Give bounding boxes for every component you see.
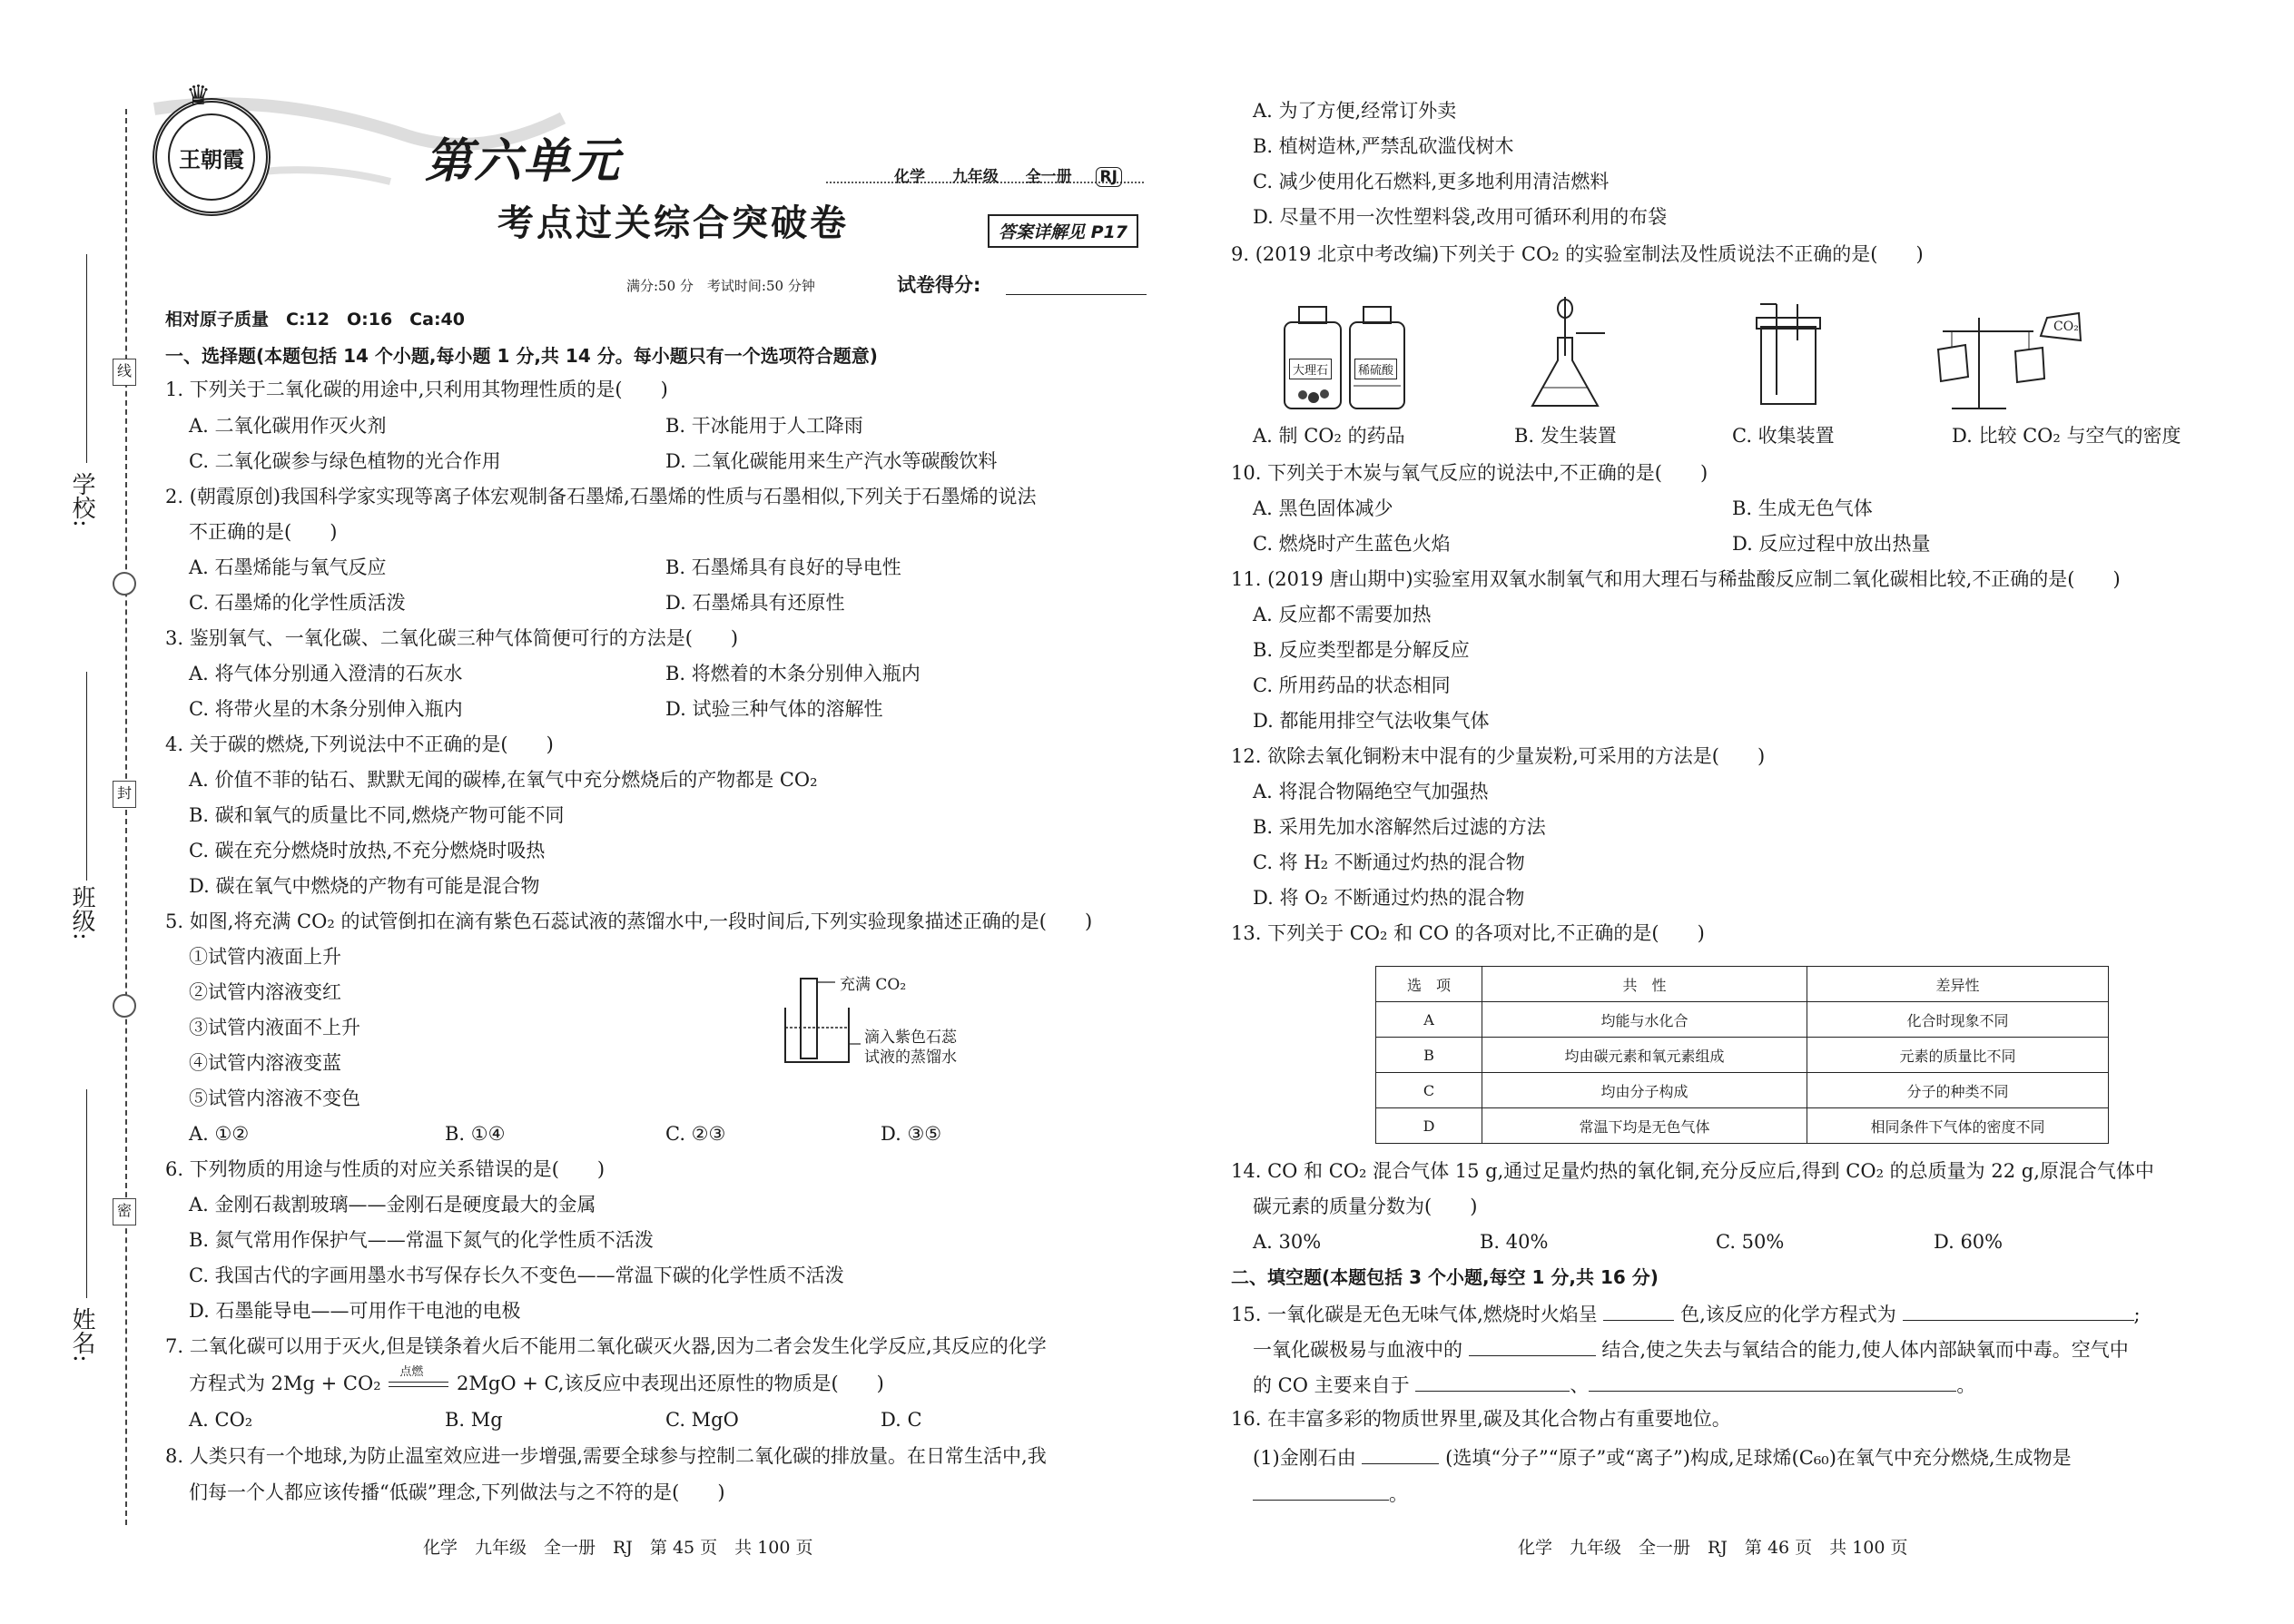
school-blank[interactable] — [86, 254, 87, 463]
table-header-row — [1376, 967, 2109, 1002]
q3-option-d[interactable]: D. 试验三种气体的溶解性 — [665, 698, 883, 720]
q7-equation-left: 方程式为 2Mg + CO₂ — [189, 1373, 381, 1394]
q12-stem: 12. 欲除去氧化铜粉末中混有的少量炭粉,可采用的方法是( ) — [1231, 745, 1766, 767]
q10-stem: 10. 下列关于木炭与氧气反应的说法中,不正确的是( ) — [1231, 462, 1708, 484]
tag-subject: 化学 — [894, 168, 925, 186]
q16-stem: 16. 在丰富多彩的物质世界里,碳及其化合物占有重要地位。 — [1231, 1408, 1731, 1430]
q9-collection-bottle — [1748, 295, 1829, 413]
q3-stem: 3. 鉴别氧气、一氧化碳、二氧化碳三种气体简便可行的方法是( ) — [165, 627, 739, 649]
crown-icon: ♛ — [186, 80, 211, 112]
q5-stem: 5. 如图,将充满 CO₂ 的试管倒扣在滴有紫色石蕊试液的蒸馏水中,一段时间后,下列实验现象描述正确的是( ) — [165, 910, 1093, 932]
q15-text-3b: 、 — [1570, 1374, 1590, 1396]
q9-option-b[interactable]: B. 发生装置 — [1514, 425, 1617, 447]
table-cell: 分子的种类不同 — [1807, 1073, 2109, 1108]
q15-blank-source-1[interactable] — [1415, 1371, 1570, 1392]
answer-ref-box: 答案详解见 P17 — [988, 214, 1138, 248]
q11-option-d[interactable]: D. 都能用排空气法收集气体 — [1253, 710, 1490, 732]
q3-option-b[interactable]: B. 将燃着的木条分别伸入瓶内 — [665, 663, 921, 684]
unit-title: 第六单元 — [425, 134, 622, 189]
q7-option-d[interactable]: D. C — [881, 1409, 922, 1431]
q15-text-1c: ; — [2133, 1304, 2141, 1325]
table-header: 差异性 — [1807, 967, 2109, 1002]
q9-generator-flask — [1525, 292, 1616, 415]
q7-equation-right: 2MgO + C,该反应中表现出还原性的物质是( ) — [457, 1373, 884, 1394]
q6-option-d[interactable]: D. 石墨能导电——可用作干电池的电极 — [189, 1300, 521, 1322]
q7-stem-2 — [189, 1364, 884, 1396]
q15-blank-hemoglobin[interactable] — [1469, 1335, 1596, 1356]
q15-text-2b: 结合,使之失去与氧结合的能力,使人体内部缺氧而中毒。空气中 — [1601, 1339, 2129, 1361]
q8-option-c[interactable]: C. 减少使用化石燃料,更多地利用清洁燃料 — [1253, 171, 1610, 192]
table-cell: 均能与水化合 — [1482, 1002, 1807, 1038]
q7-reaction-arrow — [387, 1364, 450, 1394]
table-cell: A — [1376, 1002, 1482, 1038]
q5-option-d[interactable]: D. ③⑤ — [881, 1123, 942, 1145]
q5-item-2: ②试管内溶液变红 — [189, 981, 341, 1003]
q14-option-a[interactable]: A. 30% — [1253, 1231, 1322, 1253]
q15-blank-equation[interactable] — [1903, 1300, 2134, 1321]
q14-option-c[interactable]: C. 50% — [1716, 1231, 1785, 1253]
q2-option-c[interactable]: C. 石墨烯的化学性质活泼 — [189, 592, 406, 614]
q7-option-b[interactable]: B. Mg — [445, 1409, 503, 1431]
q13-stem: 13. 下列关于 CO₂ 和 CO 的各项对比,不正确的是( ) — [1231, 922, 1705, 944]
q11-option-b[interactable]: B. 反应类型都是分解反应 — [1253, 639, 1470, 661]
tag-grade: 九年级 — [951, 168, 999, 186]
table-cell: 均由分子构成 — [1482, 1073, 1807, 1108]
q5-item-5: ⑤试管内溶液不变色 — [189, 1088, 360, 1109]
q12-option-c[interactable]: C. 将 H₂ 不断通过灼热的混合物 — [1253, 851, 1525, 873]
q8-stem-1: 8. 人类只有一个地球,为防止温室效应进一步增强,需要全球参与控制二氧化碳的排放量。在日常生活中,我 — [165, 1445, 1047, 1467]
q9-option-a[interactable]: A. 制 CO₂ 的药品 — [1253, 425, 1405, 447]
q8-option-d[interactable]: D. 尽量不用一次性塑料袋,改用可循环利用的布袋 — [1253, 206, 1668, 228]
q15-text-1b: 色,该反应的化学方程式为 — [1680, 1304, 1896, 1325]
logo-text: 王朝霞 — [179, 145, 244, 172]
q2-option-a[interactable]: A. 石墨烯能与氧气反应 — [189, 556, 387, 578]
q14-stem-1: 14. CO 和 CO₂ 混合气体 15 g,通过足量灼热的氧化铜,充分反应后,得到 CO₂ 的总质量为 22 g,原混合气体中 — [1231, 1160, 2154, 1182]
q9-option-d[interactable]: D. 比较 CO₂ 与空气的密度 — [1952, 425, 2181, 447]
q6-option-c[interactable]: C. 我国古代的字画用墨水书写保存长久不变色——常温下碳的化学性质不活泼 — [189, 1265, 844, 1286]
class-label: 班级: — [68, 885, 95, 940]
q7-condition: 点燃 — [399, 1364, 424, 1379]
q2-option-d[interactable]: D. 石墨烯具有还原性 — [665, 592, 845, 614]
table-row — [1376, 1073, 2109, 1108]
section2-heading: 二、填空题(本题包括 3 个小题,每空 1 分,共 16 分) — [1231, 1266, 1659, 1288]
q12-option-d[interactable]: D. 将 O₂ 不断通过灼热的混合物 — [1253, 887, 1525, 909]
q16-line-2 — [1253, 1480, 1408, 1507]
q5-item-3: ③试管内液面不上升 — [189, 1017, 360, 1038]
paper-subtitle: 考点过关综合突破卷 — [497, 202, 849, 244]
table-header: 选 项 — [1376, 967, 1482, 1002]
footer-left: 化学 九年级 全一册 RJ 第 45 页 共 100 页 — [423, 1538, 813, 1558]
q3-option-c[interactable]: C. 将带火星的木条分别伸入瓶内 — [189, 698, 463, 720]
q15-line-2 — [1253, 1335, 2129, 1363]
q15-text-3a: 的 CO 主要来自于 — [1253, 1374, 1410, 1396]
q11-stem: 11. (2019 唐山期中)实验室用双氧水制氧气和用大理石与稀盐酸反应制二氧化碳相比较,不正确的是( ) — [1231, 568, 2121, 590]
q15-text-2a: 一氧化碳极易与血液中的 — [1253, 1339, 1462, 1361]
name-blank[interactable] — [86, 1089, 87, 1298]
q15-line-3 — [1253, 1371, 1975, 1398]
q8-option-a[interactable]: A. 为了方便,经常订外卖 — [1253, 100, 1457, 122]
q4-option-b[interactable]: B. 碳和氧气的质量比不同,燃烧产物可能不同 — [189, 804, 565, 826]
q11-option-c[interactable]: C. 所用药品的状态相同 — [1253, 674, 1451, 696]
table-cell: 化合时现象不同 — [1807, 1002, 2109, 1038]
q16-text-1b: (选填“分子”“原子”或“离子”)构成,足球烯(C₆₀)在氧气中充分燃烧,生成物是 — [1445, 1447, 2072, 1469]
table-cell: 均由碳元素和氧元素组成 — [1482, 1038, 1807, 1073]
exam-meta: 满分:50 分 考试时间:50 分钟 — [626, 278, 815, 294]
q5-option-a[interactable]: A. ①② — [189, 1123, 250, 1145]
q4-option-d[interactable]: D. 碳在氧气中燃烧的产物有可能是混合物 — [189, 875, 540, 897]
q8-stem-2: 们每一个人都应该传播“低碳”理念,下列做法与之不符的是( ) — [189, 1481, 725, 1503]
q8-option-b[interactable]: B. 植树造林,严禁乱砍滥伐树木 — [1253, 135, 1514, 157]
subject-tags — [894, 163, 1122, 186]
q10-option-c[interactable]: C. 燃烧时产生蓝色火焰 — [1253, 533, 1451, 555]
tag-edition: RJ — [1096, 167, 1122, 187]
q11-option-a[interactable]: A. 反应都不需要加热 — [1253, 604, 1432, 625]
table-header: 共 性 — [1482, 967, 1807, 1002]
q4-option-c[interactable]: C. 碳在充分燃烧时放热,不充分燃烧时吸热 — [189, 840, 546, 861]
class-blank[interactable] — [86, 672, 87, 881]
q4-stem: 4. 关于碳的燃烧,下列说法中不正确的是( ) — [165, 733, 554, 755]
q1-option-d[interactable]: D. 二氧化碳能用来生产汽水等碳酸饮料 — [665, 450, 998, 472]
name-label: 姓名: — [68, 1307, 95, 1363]
table-cell: B — [1376, 1038, 1482, 1073]
binding-mark-3: 密 — [113, 1198, 136, 1225]
q10-option-a[interactable]: A. 黑色固体减少 — [1253, 497, 1393, 519]
q10-option-d[interactable]: D. 反应过程中放出热量 — [1732, 533, 1931, 555]
q15-text-1a: 15. 一氧化碳是无色无味气体,燃烧时火焰呈 — [1231, 1304, 1598, 1325]
q9-stem: 9. (2019 北京中考改编)下列关于 CO₂ 的实验室制法及性质说法不正确的是( ) — [1231, 243, 1924, 265]
binding-line — [125, 109, 127, 1525]
q2-stem-2: 不正确的是( ) — [189, 521, 338, 543]
q5-option-c[interactable]: C. ②③ — [665, 1123, 726, 1145]
q15-blank-source-2[interactable] — [1589, 1371, 1956, 1392]
q13-comparison-table — [1375, 966, 2109, 1144]
q15-blank-flame-color[interactable] — [1603, 1300, 1674, 1321]
q4-option-a[interactable]: A. 价值不菲的钻石、默默无闻的碳棒,在氧气中充分燃烧后的产物都是 CO₂ — [189, 769, 818, 791]
q14-stem-2: 碳元素的质量分数为( ) — [1253, 1196, 1478, 1217]
q16-line-1 — [1253, 1443, 2072, 1471]
table-row — [1376, 1038, 2109, 1073]
q15-line-1 — [1231, 1300, 2141, 1327]
q2-stem-1: 2. (朝霞原创)我国科学家实现等离子体宏观制备石墨烯,石墨烯的性质与石墨相似,下列关于石墨烯的说法 — [165, 486, 1037, 507]
binding-mark-1: 线 — [113, 359, 136, 386]
q9-option-c[interactable]: C. 收集装置 — [1732, 425, 1835, 447]
q1-stem: 1. 下列关于二氧化碳的用途中,只利用其物理性质的是( ) — [165, 379, 668, 400]
q5-item-1: ①试管内液面上升 — [189, 946, 341, 968]
q6-stem: 6. 下列物质的用途与性质的对应关系错误的是( ) — [165, 1158, 605, 1180]
q12-option-b[interactable]: B. 采用先加水溶解然后过滤的方法 — [1253, 816, 1546, 838]
q1-option-c[interactable]: C. 二氧化碳参与绿色植物的光合作用 — [189, 450, 501, 472]
q15-text-3c: 。 — [1956, 1374, 1976, 1396]
q1-option-b[interactable]: B. 干冰能用于人工降雨 — [665, 415, 863, 437]
q5-fig-label-co2: 充满 CO₂ — [840, 976, 907, 994]
score-blank[interactable] — [1006, 274, 1147, 295]
table-row — [1376, 1108, 2109, 1144]
tag-volume: 全一册 — [1025, 168, 1072, 186]
q14-option-d[interactable]: D. 60% — [1934, 1231, 2004, 1253]
school-label: 学校: — [68, 472, 95, 527]
q9-co2-tag: CO₂ — [2053, 320, 2079, 334]
q2-option-b[interactable]: B. 石墨烯具有良好的导电性 — [665, 556, 901, 578]
q9-bottle-label-1: 大理石 — [1289, 359, 1332, 379]
q9-reagent-bottles — [1275, 300, 1412, 413]
q5-fig-label-litmus-1: 滴入紫色石蕊 — [864, 1029, 957, 1047]
q7-stem-1: 7. 二氧化碳可以用于灭火,但是镁条着火后不能用二氧化碳灭火器,因为二者会发生化学反应,其反应的化学 — [165, 1335, 1047, 1357]
q5-option-b[interactable]: B. ①④ — [445, 1123, 506, 1145]
table-cell: 元素的质量比不同 — [1807, 1038, 2109, 1073]
score-label: 试卷得分: — [897, 274, 981, 296]
table-cell: D — [1376, 1108, 1482, 1144]
binding-hole-1 — [113, 572, 136, 595]
q14-option-b[interactable]: B. 40% — [1480, 1231, 1549, 1253]
q7-option-c[interactable]: C. MgO — [665, 1409, 739, 1431]
q9-bottle-label-2: 稀硫酸 — [1354, 359, 1397, 379]
q16-text-1a: (1)金刚石由 — [1253, 1447, 1356, 1469]
footer-right: 化学 九年级 全一册 RJ 第 46 页 共 100 页 — [1518, 1538, 1908, 1558]
q6-option-a[interactable]: A. 金刚石裁割玻璃——金刚石是硬度最大的金属 — [189, 1194, 596, 1216]
table-row — [1376, 1002, 2109, 1038]
binding-mark-2: 封 — [113, 781, 136, 808]
q3-option-a[interactable]: A. 将气体分别通入澄清的石灰水 — [189, 663, 463, 684]
q16-blank-particle[interactable] — [1362, 1443, 1439, 1464]
q6-option-b[interactable]: B. 氮气常用作保护气——常温下氮气的化学性质不活泼 — [189, 1229, 654, 1251]
q16-blank-product[interactable] — [1253, 1480, 1389, 1501]
section1-heading: 一、选择题(本题包括 14 个小题,每小题 1 分,共 14 分。每小题只有一个选项符合题意) — [165, 345, 878, 367]
q7-option-a[interactable]: A. CO₂ — [189, 1409, 253, 1431]
logo — [153, 98, 271, 216]
table-cell: C — [1376, 1073, 1482, 1108]
atomic-mass: 相对原子质量 C:12 O:16 Ca:40 — [165, 310, 465, 330]
table-cell: 常温下均是无色气体 — [1482, 1108, 1807, 1144]
q10-option-b[interactable]: B. 生成无色气体 — [1732, 497, 1873, 519]
q16-text-2: 。 — [1389, 1483, 1408, 1505]
q5-item-4: ④试管内溶液变蓝 — [189, 1052, 341, 1074]
table-cell: 相同条件下气体的密度不同 — [1807, 1108, 2109, 1144]
q1-option-a[interactable]: A. 二氧化碳用作灭火剂 — [189, 415, 387, 437]
q12-option-a[interactable]: A. 将混合物隔绝空气加强热 — [1253, 781, 1489, 802]
binding-hole-2 — [113, 994, 136, 1018]
q5-fig-label-litmus-2: 试液的蒸馏水 — [864, 1048, 957, 1067]
